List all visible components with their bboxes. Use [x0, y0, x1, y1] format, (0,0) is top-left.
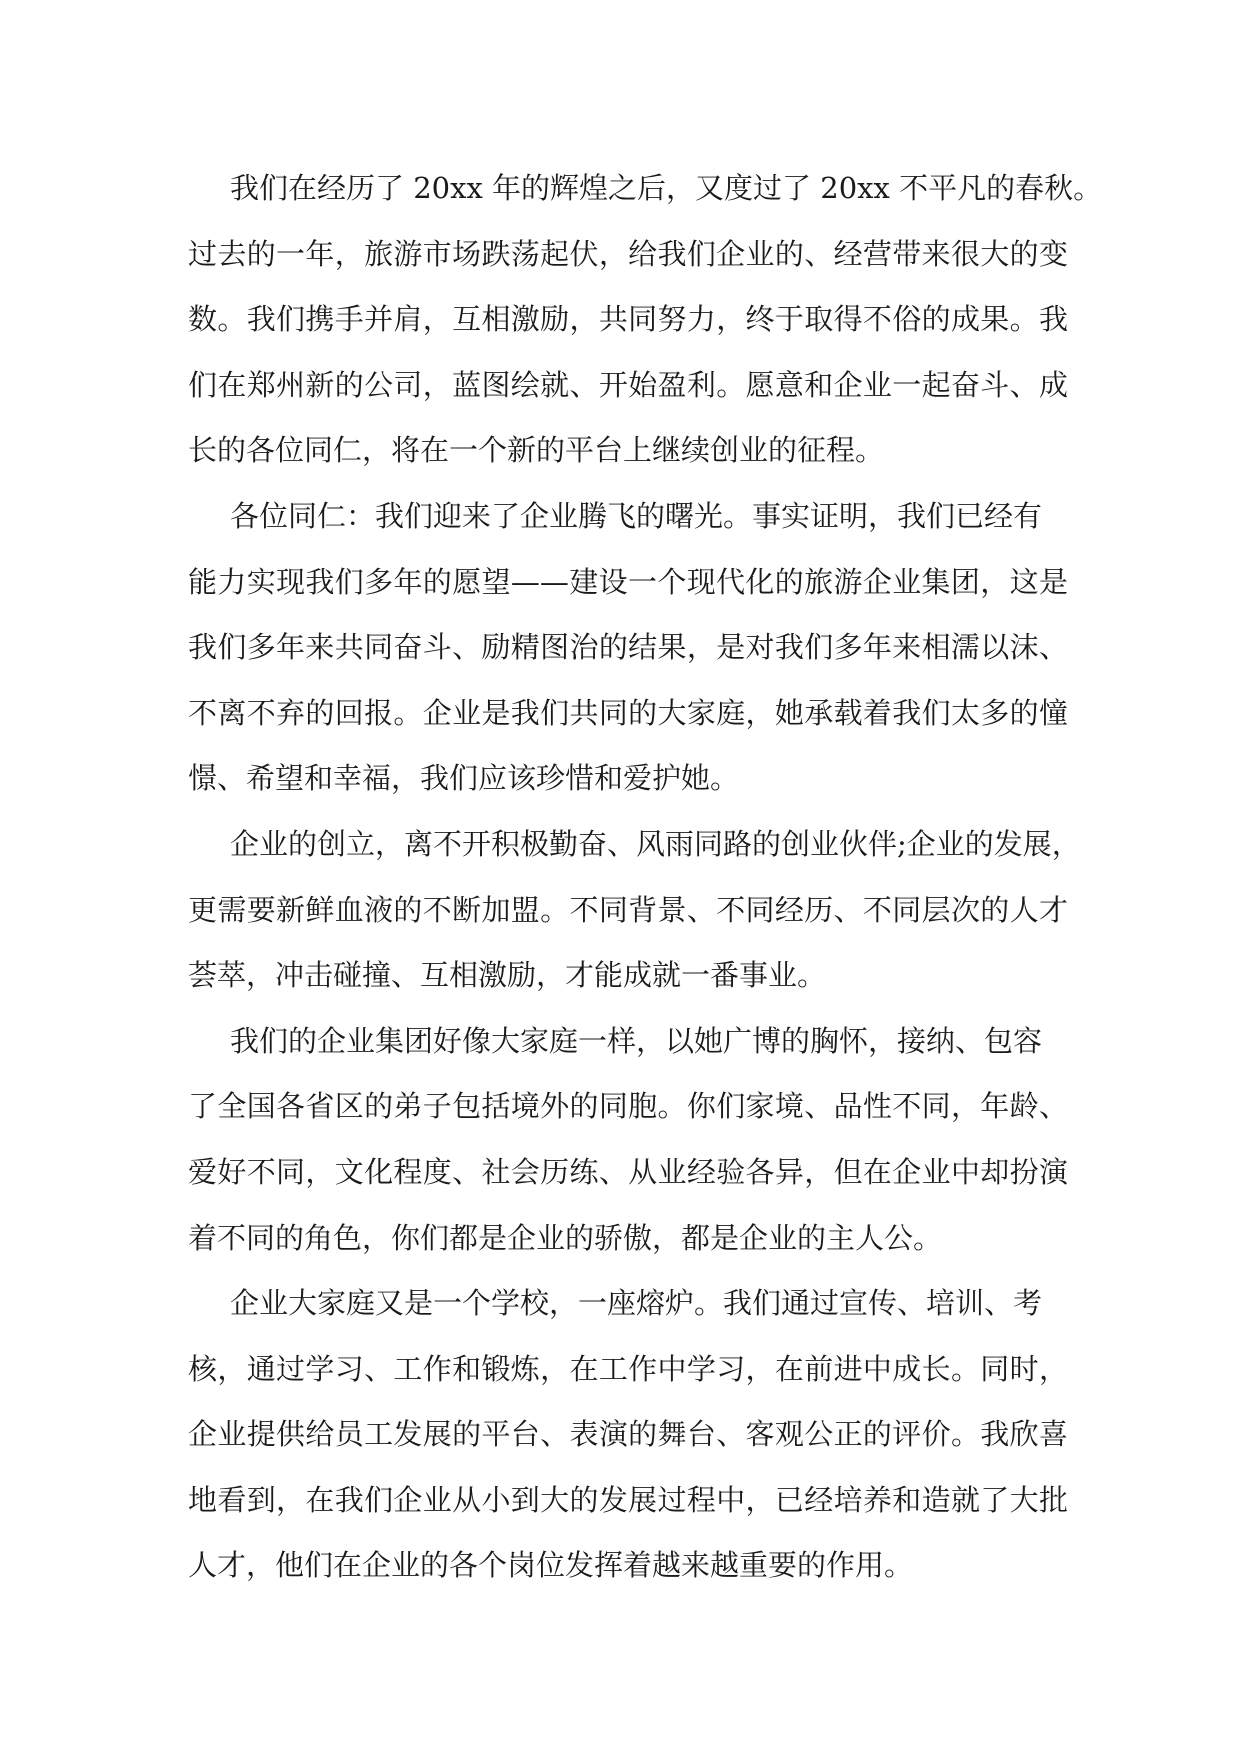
- text-line: 荟萃，冲击碰撞、互相激励，才能成就一番事业。: [188, 958, 827, 993]
- text-line: 更需要新鲜血液的不断加盟。不同背景、不同经历、不同层次的人才: [188, 892, 1068, 927]
- text-line: 我们多年来共同奋斗、励精图治的结果，是对我们多年来相濡以沫、: [188, 630, 1068, 665]
- text-line: 人才，他们在企业的各个岗位发挥着越来越重要的作用。: [188, 1548, 914, 1583]
- text-line: 爱好不同，文化程度、社会历练、从业经验各异，但在企业中却扮演: [188, 1154, 1068, 1189]
- text-line: 数。我们携手并肩，互相激励，共同努力，终于取得不俗的成果。我: [188, 302, 1068, 337]
- text-line: 企业大家庭又是一个学校，一座熔炉。我们通过宣传、培训、考: [230, 1286, 1043, 1321]
- text-line: 核，通过学习、工作和锻炼，在工作中学习，在前进中成长。同时，: [188, 1351, 1068, 1386]
- text-line: 能力实现我们多年的愿望——建设一个现代化的旅游企业集团，这是: [188, 564, 1068, 599]
- text-line: 们在郑州新的公司，蓝图绘就、开始盈利。愿意和企业一起奋斗、成: [188, 367, 1068, 402]
- text-line: 长的各位同仁，将在一个新的平台上继续创业的征程。: [188, 433, 885, 468]
- text-line: 我们的企业集团好像大家庭一样，以她广博的胸怀，接纳、包容: [230, 1023, 1043, 1058]
- text-line: 各位同仁：我们迎来了企业腾飞的曙光。事实证明，我们已经有: [230, 498, 1043, 533]
- paragraph-2: [188, 484, 1068, 812]
- text-line: 着不同的角色，你们都是企业的骄傲，都是企业的主人公。: [188, 1220, 943, 1255]
- text-line: 地看到，在我们企业从小到大的发展过程中，已经培养和造就了大批: [188, 1482, 1068, 1517]
- paragraph-5: [188, 1271, 1068, 1599]
- paragraph-3: [188, 812, 1081, 1009]
- text-line: 憬、希望和幸福，我们应该珍惜和爱护她。: [188, 761, 740, 796]
- paragraph-4: [188, 1009, 1068, 1271]
- text-line: 过去的一年，旅游市场跌荡起伏，给我们企业的、经营带来很大的变: [188, 236, 1068, 271]
- text-line: 不离不弃的回报。企业是我们共同的大家庭，她承载着我们太多的憧: [188, 695, 1068, 730]
- text-line: 企业的创立，离不开积极勤奋、风雨同路的创业伙伴;企业的发展，: [230, 826, 1081, 861]
- text-line: 了全国各省区的弟子包括境外的同胞。你们家境、品性不同，年龄、: [188, 1089, 1068, 1124]
- document-body: [188, 156, 1103, 1599]
- paragraph-1: [188, 156, 1103, 484]
- text-line: 企业提供给员工发展的平台、表演的舞台、客观公正的评价。我欣喜: [188, 1417, 1068, 1452]
- text-line: 我们在经历了 20xx 年的辉煌之后，又度过了 20xx 不平凡的春秋。: [230, 171, 1103, 205]
